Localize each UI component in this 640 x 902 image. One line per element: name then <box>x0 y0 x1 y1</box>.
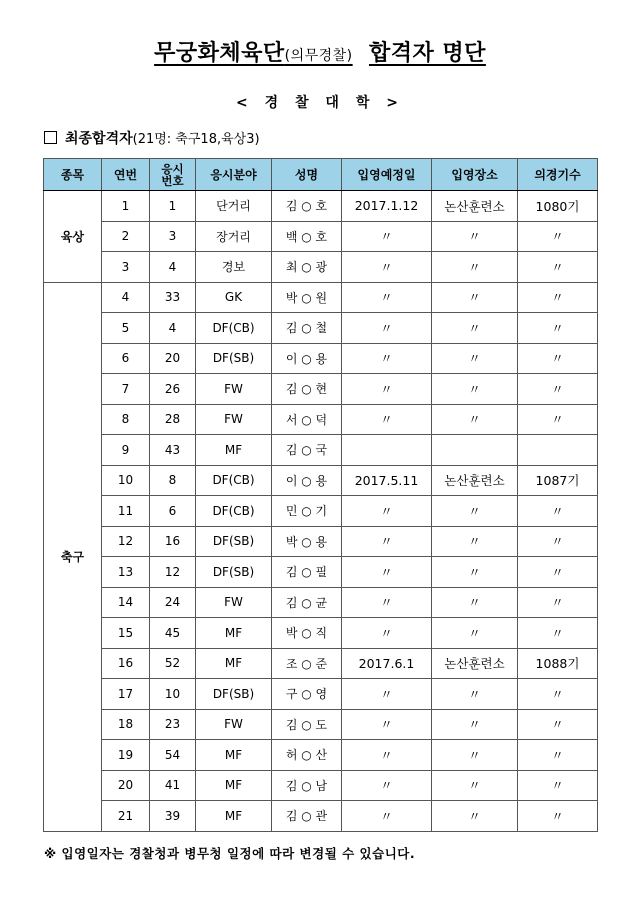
table-row <box>44 252 598 283</box>
cell-place: 〃 <box>432 496 518 527</box>
table-row <box>44 496 598 527</box>
cell-name: 최 ○ 광 <box>272 252 342 283</box>
table-row <box>44 709 598 740</box>
cell-gisu: 〃 <box>518 679 598 710</box>
category-athletics: 육상 <box>44 191 102 283</box>
cell-no: 20 <box>102 770 150 801</box>
cell-place: 〃 <box>432 801 518 832</box>
cell-place: 〃 <box>432 282 518 313</box>
cell-gisu: 〃 <box>518 740 598 771</box>
table-row <box>44 618 598 649</box>
cell-gisu: 〃 <box>518 404 598 435</box>
header-name: 성명 <box>272 159 342 191</box>
cell-place: 〃 <box>432 557 518 588</box>
cell-field: MF <box>196 618 272 649</box>
cell-field: FW <box>196 709 272 740</box>
cell-date <box>342 435 432 466</box>
cell-date: 〃 <box>342 770 432 801</box>
header-exam-number <box>150 159 196 191</box>
cell-place: 〃 <box>432 587 518 618</box>
cell-no: 7 <box>102 374 150 405</box>
cell-date: 〃 <box>342 587 432 618</box>
cell-field: MF <box>196 648 272 679</box>
cell-no: 17 <box>102 679 150 710</box>
table-row <box>44 557 598 588</box>
cell-date: 〃 <box>342 374 432 405</box>
table-row <box>44 465 598 496</box>
cell-exam: 43 <box>150 435 196 466</box>
cell-gisu: 1087기 <box>518 465 598 496</box>
cell-exam: 26 <box>150 374 196 405</box>
cell-date: 〃 <box>342 313 432 344</box>
cell-no: 18 <box>102 709 150 740</box>
cell-gisu: 1080기 <box>518 191 598 222</box>
cell-field: 단거리 <box>196 191 272 222</box>
cell-date: 2017.5.11 <box>342 465 432 496</box>
cell-date: 2017.6.1 <box>342 648 432 679</box>
cell-date: 2017.1.12 <box>342 191 432 222</box>
title-underlined <box>154 41 353 66</box>
header-exam-line2: 번호 <box>161 173 184 188</box>
cell-date: 〃 <box>342 282 432 313</box>
cell-name: 박 ○ 직 <box>272 618 342 649</box>
cell-gisu: 〃 <box>518 374 598 405</box>
cell-gisu: 〃 <box>518 770 598 801</box>
cell-no: 11 <box>102 496 150 527</box>
cell-gisu: 〃 <box>518 526 598 557</box>
cell-field: DF(SB) <box>196 557 272 588</box>
cell-gisu: 〃 <box>518 221 598 252</box>
cell-place: 〃 <box>432 252 518 283</box>
cell-place: 〃 <box>432 221 518 252</box>
cell-exam: 6 <box>150 496 196 527</box>
header-field: 응시분야 <box>196 159 272 191</box>
cell-place: 〃 <box>432 770 518 801</box>
cell-name: 김 ○ 국 <box>272 435 342 466</box>
cell-name: 박 ○ 용 <box>272 526 342 557</box>
cell-gisu: 1088기 <box>518 648 598 679</box>
cell-name: 김 ○ 현 <box>272 374 342 405</box>
cell-exam: 33 <box>150 282 196 313</box>
cell-field: MF <box>196 740 272 771</box>
header-gisu: 의경기수 <box>518 159 598 191</box>
cell-field: DF(CB) <box>196 465 272 496</box>
cell-exam: 52 <box>150 648 196 679</box>
cell-name: 김 ○ 균 <box>272 587 342 618</box>
cell-name: 민 ○ 기 <box>272 496 342 527</box>
section-note: (21명: 축구18,육상3) <box>132 132 260 147</box>
cell-date: 〃 <box>342 557 432 588</box>
cell-field: FW <box>196 404 272 435</box>
cell-exam: 45 <box>150 618 196 649</box>
cell-name: 이 ○ 용 <box>272 343 342 374</box>
cell-date: 〃 <box>342 709 432 740</box>
cell-date: 〃 <box>342 252 432 283</box>
cell-date: 〃 <box>342 526 432 557</box>
cell-gisu <box>518 435 598 466</box>
cell-gisu: 〃 <box>518 496 598 527</box>
cell-name: 조 ○ 준 <box>272 648 342 679</box>
cell-gisu: 〃 <box>518 282 598 313</box>
cell-no: 5 <box>102 313 150 344</box>
cell-field: 장거리 <box>196 221 272 252</box>
cell-exam: 16 <box>150 526 196 557</box>
table-header-row <box>44 159 598 191</box>
title-paren: (의무경찰) <box>284 48 353 64</box>
cell-name: 김 ○ 철 <box>272 313 342 344</box>
cell-field: MF <box>196 435 272 466</box>
header-no: 연번 <box>102 159 150 191</box>
checkbox-square-icon <box>44 131 57 144</box>
cell-field: DF(SB) <box>196 526 272 557</box>
cell-name: 박 ○ 원 <box>272 282 342 313</box>
cell-no: 10 <box>102 465 150 496</box>
cell-no: 19 <box>102 740 150 771</box>
table-row <box>44 404 598 435</box>
cell-exam: 39 <box>150 801 196 832</box>
cell-no: 16 <box>102 648 150 679</box>
table-row <box>44 801 598 832</box>
cell-field: MF <box>196 770 272 801</box>
cell-field: GK <box>196 282 272 313</box>
cell-name: 서 ○ 덕 <box>272 404 342 435</box>
cell-place: 〃 <box>432 618 518 649</box>
cell-name: 구 ○ 영 <box>272 679 342 710</box>
table-row <box>44 374 598 405</box>
cell-field: DF(CB) <box>196 496 272 527</box>
cell-gisu: 〃 <box>518 801 598 832</box>
cell-date: 〃 <box>342 740 432 771</box>
cell-no: 21 <box>102 801 150 832</box>
cell-field: DF(SB) <box>196 679 272 710</box>
cell-place: 논산훈련소 <box>432 465 518 496</box>
header-place: 입영장소 <box>432 159 518 191</box>
table-row <box>44 435 598 466</box>
table-row <box>44 648 598 679</box>
table-row <box>44 679 598 710</box>
section-heading <box>44 128 260 148</box>
cell-field: FW <box>196 587 272 618</box>
cell-place: 〃 <box>432 343 518 374</box>
cell-place: 〃 <box>432 374 518 405</box>
header-date: 입영예정일 <box>342 159 432 191</box>
cell-place: 〃 <box>432 709 518 740</box>
cell-no: 6 <box>102 343 150 374</box>
cell-gisu: 〃 <box>518 343 598 374</box>
cell-field: DF(SB) <box>196 343 272 374</box>
cell-exam: 8 <box>150 465 196 496</box>
cell-exam: 12 <box>150 557 196 588</box>
table-row <box>44 343 598 374</box>
table-row <box>44 221 598 252</box>
cell-exam: 24 <box>150 587 196 618</box>
table-row <box>44 770 598 801</box>
cell-exam: 54 <box>150 740 196 771</box>
cell-no: 14 <box>102 587 150 618</box>
cell-exam: 4 <box>150 313 196 344</box>
cell-date: 〃 <box>342 679 432 710</box>
cell-date: 〃 <box>342 618 432 649</box>
cell-exam: 28 <box>150 404 196 435</box>
cell-name: 김 ○ 남 <box>272 770 342 801</box>
cell-gisu: 〃 <box>518 557 598 588</box>
cell-date: 〃 <box>342 496 432 527</box>
cell-name: 김 ○ 도 <box>272 709 342 740</box>
cell-no: 13 <box>102 557 150 588</box>
table-row <box>44 740 598 771</box>
cell-field: DF(CB) <box>196 313 272 344</box>
cell-exam: 41 <box>150 770 196 801</box>
cell-name: 김 ○ 호 <box>272 191 342 222</box>
cell-name: 김 ○ 관 <box>272 801 342 832</box>
cell-place <box>432 435 518 466</box>
table-row <box>44 282 598 313</box>
cell-place: 〃 <box>432 740 518 771</box>
cell-field: MF <box>196 801 272 832</box>
header-exam-line1: 응시 <box>161 161 184 176</box>
cell-no: 1 <box>102 191 150 222</box>
table-row <box>44 191 598 222</box>
cell-place: 논산훈련소 <box>432 648 518 679</box>
cell-no: 4 <box>102 282 150 313</box>
cell-name: 이 ○ 용 <box>272 465 342 496</box>
cell-place: 〃 <box>432 313 518 344</box>
cell-no: 15 <box>102 618 150 649</box>
cell-gisu: 〃 <box>518 313 598 344</box>
table-row <box>44 526 598 557</box>
page-title <box>0 36 640 67</box>
cell-name: 백 ○ 호 <box>272 221 342 252</box>
cell-place: 〃 <box>432 404 518 435</box>
title-main: 무궁화체육단 <box>154 41 285 66</box>
cell-date: 〃 <box>342 801 432 832</box>
table-row <box>44 313 598 344</box>
cell-no: 12 <box>102 526 150 557</box>
subtitle: < 경 찰 대 학 > <box>236 95 404 111</box>
cell-no: 2 <box>102 221 150 252</box>
cell-exam: 1 <box>150 191 196 222</box>
footnote: ※ 입영일자는 경찰청과 병무청 일정에 따라 변경될 수 있습니다. <box>44 846 416 861</box>
cell-gisu: 〃 <box>518 587 598 618</box>
cell-exam: 4 <box>150 252 196 283</box>
cell-date: 〃 <box>342 221 432 252</box>
cell-exam: 10 <box>150 679 196 710</box>
cell-field: 경보 <box>196 252 272 283</box>
cell-gisu: 〃 <box>518 252 598 283</box>
cell-date: 〃 <box>342 343 432 374</box>
cell-name: 허 ○ 산 <box>272 740 342 771</box>
cell-place: 논산훈련소 <box>432 191 518 222</box>
header-sport: 종목 <box>44 159 102 191</box>
cell-exam: 3 <box>150 221 196 252</box>
cell-place: 〃 <box>432 679 518 710</box>
cell-field: FW <box>196 374 272 405</box>
cell-exam: 20 <box>150 343 196 374</box>
cell-name: 김 ○ 필 <box>272 557 342 588</box>
category-soccer: 축구 <box>44 282 102 831</box>
cell-no: 3 <box>102 252 150 283</box>
cell-gisu: 〃 <box>518 618 598 649</box>
cell-exam: 23 <box>150 709 196 740</box>
table-row <box>44 587 598 618</box>
cell-date: 〃 <box>342 404 432 435</box>
title-rest: 합격자 명단 <box>368 41 486 66</box>
cell-no: 9 <box>102 435 150 466</box>
cell-no: 8 <box>102 404 150 435</box>
section-label: 최종합격자 <box>65 131 133 147</box>
cell-place: 〃 <box>432 526 518 557</box>
cell-gisu: 〃 <box>518 709 598 740</box>
results-table <box>43 158 598 832</box>
